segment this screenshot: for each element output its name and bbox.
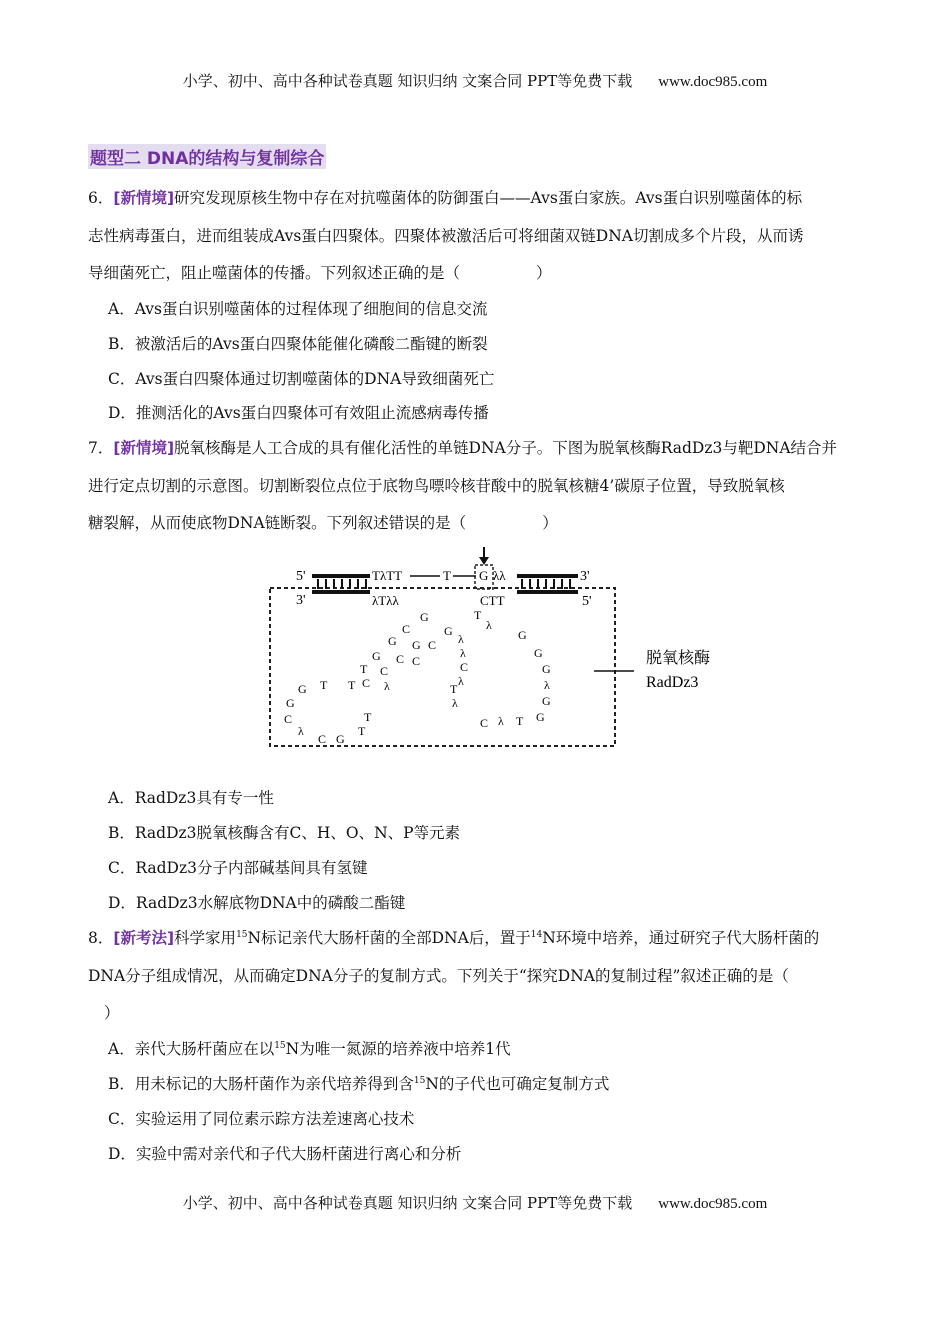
base-letter: C bbox=[460, 660, 469, 674]
base-letter: C bbox=[380, 664, 389, 678]
q6-line-1 bbox=[88, 186, 802, 208]
top-seq-2: T bbox=[443, 568, 451, 583]
q8-option-a[interactable] bbox=[108, 1037, 511, 1059]
top-g: G bbox=[479, 568, 489, 583]
q6-option-a[interactable]: A．Avs蛋白识别噬菌体的过程体现了细胞间的信息交流 bbox=[108, 300, 488, 318]
q8-tag: [新考法] bbox=[113, 929, 175, 947]
q7-paren: ） bbox=[542, 514, 558, 532]
base-letter: T bbox=[320, 678, 328, 692]
q8-text-1b: N标记亲代大肠杆菌的全部DNA后，置于 bbox=[247, 929, 531, 947]
base-letter: C bbox=[284, 712, 293, 726]
q8-line-3: ） bbox=[104, 1004, 120, 1022]
page-header bbox=[0, 70, 950, 91]
base-letter: C bbox=[412, 654, 421, 668]
q6-number: 6． bbox=[88, 189, 114, 207]
isotope-14: 14 bbox=[530, 930, 543, 940]
bottom-3-label: 3' bbox=[296, 593, 306, 608]
base-letter: G bbox=[542, 662, 551, 676]
q7-option-c[interactable]: C．RadDz3分子内部碱基间具有氢键 bbox=[108, 859, 368, 877]
base-letter: T bbox=[360, 662, 368, 676]
q6-line-3 bbox=[88, 261, 552, 283]
base-letter: T bbox=[474, 608, 482, 622]
base-letter: G bbox=[388, 634, 397, 648]
q8-option-a-text-2: N为唯一氮源的培养液中培养1代 bbox=[285, 1040, 511, 1058]
base-letter: G bbox=[286, 696, 295, 710]
q8-line-2: DNA分子组成情况，从而确定DNA分子的复制方式。下列关于“探究DNA的复制过程”叙述正确的是（ bbox=[88, 967, 789, 985]
enzyme-boundary bbox=[270, 588, 615, 746]
base-pair-ticks-left bbox=[318, 579, 366, 589]
q6-tag: [新情境] bbox=[113, 189, 175, 207]
q8-option-b-text-1: B．用未标记的大肠杆菌作为亲代培养得到含 bbox=[108, 1075, 414, 1093]
header-url[interactable]: www.doc985.com bbox=[658, 74, 768, 90]
bottom-seq-2: CTT bbox=[480, 593, 505, 608]
top-5-label: 5' bbox=[296, 569, 306, 584]
q7-option-d[interactable]: D．RadDz3水解底物DNA中的磷酸二酯键 bbox=[108, 894, 406, 912]
figure-label-raddz3: RadDz3 bbox=[646, 674, 699, 691]
q6-option-b[interactable]: B．被激活后的Avs蛋白四聚体能催化磷酸二酯键的断裂 bbox=[108, 335, 488, 353]
base-letter: λ bbox=[458, 674, 464, 688]
q8-text-1c: N环境中培养，通过研究子代大肠杆菌的 bbox=[542, 929, 820, 947]
q7-line-3 bbox=[88, 511, 558, 533]
q7-option-b[interactable]: B．RadDz3脱氧核酶含有C、H、O、N、P等元素 bbox=[108, 824, 461, 842]
base-letter: λ bbox=[486, 618, 492, 632]
base-letter: G bbox=[412, 638, 421, 652]
q7-line-2: 进行定点切割的示意图。切割断裂位点位于底物鸟嘌呤核苷酸中的脱氧核糖4’碳原子位置，导致脱氧核 bbox=[88, 477, 785, 495]
bottom-5-label: 5' bbox=[582, 594, 592, 609]
dnazyme-figure bbox=[260, 545, 750, 755]
base-letter: G bbox=[534, 646, 543, 660]
q6-paren: ） bbox=[536, 264, 552, 282]
base-letter: G bbox=[444, 624, 453, 638]
base-letter: λ bbox=[458, 632, 464, 646]
base-letter: C bbox=[428, 638, 437, 652]
q8-text-1a: 科学家用 bbox=[174, 929, 237, 947]
base-pair-ticks-right bbox=[522, 579, 570, 589]
q7-tag: [新情境] bbox=[113, 439, 175, 457]
top-3-label: 3' bbox=[580, 569, 590, 584]
q6-option-c[interactable]: C．Avs蛋白四聚体通过切割噬菌体的DNA导致细菌死亡 bbox=[108, 370, 495, 388]
base-letter: G bbox=[336, 732, 345, 746]
isotope-15: 15 bbox=[413, 1076, 426, 1086]
q6-option-d[interactable]: D．推测活化的Avs蛋白四聚体可有效阻止流感病毒传播 bbox=[108, 404, 489, 422]
enzyme-loop-bases bbox=[284, 608, 551, 746]
q8-option-d[interactable]: D．实验中需对亲代和子代大肠杆菌进行离心和分析 bbox=[108, 1145, 462, 1163]
q7-text-1: 脱氧核酶是人工合成的具有催化活性的单链DNA分子。下图为脱氧核酶RadDz3与靶DNA结合并 bbox=[174, 439, 838, 457]
figure-label-dnazyme: 脱氧核酶 bbox=[646, 648, 711, 667]
base-letter: C bbox=[480, 716, 489, 730]
header-text: 小学、初中、高中各种试卷真题 知识归纳 文案合同 PPT等免费下载 bbox=[182, 72, 633, 90]
base-letter: G bbox=[518, 628, 527, 642]
top-seq-3: λλ bbox=[493, 568, 506, 583]
q8-number: 8． bbox=[88, 929, 114, 947]
base-letter: T bbox=[358, 724, 366, 738]
q8-option-b[interactable] bbox=[108, 1072, 609, 1094]
q8-option-c[interactable]: C．实验运用了同位素示踪方法差速离心技术 bbox=[108, 1110, 415, 1128]
q6-text-3: 导细菌死亡，阻止噬菌体的传播。下列叙述正确的是（ bbox=[88, 264, 461, 282]
q7-option-a[interactable]: A．RadDz3具有专一性 bbox=[108, 789, 274, 807]
base-letter: λ bbox=[544, 678, 550, 692]
q8-line-1 bbox=[88, 926, 819, 948]
base-letter: G bbox=[542, 694, 551, 708]
base-letter: λ bbox=[460, 646, 466, 660]
base-letter: C bbox=[318, 732, 327, 746]
top-seq-1: TλTT bbox=[372, 568, 403, 583]
isotope-15: 15 bbox=[274, 1041, 286, 1051]
base-letter: T bbox=[364, 710, 372, 724]
q8-option-b-text-2: N的子代也可确定复制方式 bbox=[425, 1075, 610, 1093]
footer-text: 小学、初中、高中各种试卷真题 知识归纳 文案合同 PPT等免费下载 bbox=[182, 1194, 633, 1212]
base-letter: G bbox=[372, 649, 381, 663]
q8-option-a-text-1: A．亲代大肠杆菌应在以 bbox=[108, 1040, 275, 1058]
base-letter: C bbox=[396, 652, 405, 666]
base-letter: λ bbox=[298, 724, 304, 738]
base-letter: T bbox=[450, 682, 458, 696]
q7-line-1 bbox=[88, 436, 837, 458]
footer-url[interactable]: www.doc985.com bbox=[658, 1196, 768, 1212]
base-letter: λ bbox=[384, 679, 390, 693]
isotope-15: 15 bbox=[236, 930, 248, 940]
q6-text-1: 研究发现原核生物中存在对抗噬菌体的防御蛋白——Avs蛋白家族。Avs蛋白识别噬菌体的标 bbox=[174, 189, 803, 207]
base-letter: C bbox=[362, 676, 371, 690]
q7-text-3: 糖裂解，从而使底物DNA链断裂。下列叙述错误的是（ bbox=[88, 514, 467, 532]
q7-number: 7． bbox=[88, 439, 114, 457]
base-letter: T bbox=[348, 678, 356, 692]
base-letter: G bbox=[298, 682, 307, 696]
section-title: 题型二 DNA的结构与复制综合 bbox=[88, 144, 326, 169]
base-letter: G bbox=[536, 710, 545, 724]
q6-line-2: 志性病毒蛋白，进而组装成Avs蛋白四聚体。四聚体被激活后可将细菌双链DNA切割成多个片段，从而诱 bbox=[88, 227, 804, 245]
base-letter: λ bbox=[452, 696, 458, 710]
cleavage-arrowhead-icon bbox=[479, 557, 489, 565]
base-letter: G bbox=[420, 610, 429, 624]
bottom-seq-1: λTλλ bbox=[372, 593, 399, 608]
base-letter: T bbox=[516, 714, 524, 728]
page-footer bbox=[0, 1192, 950, 1213]
base-letter: C bbox=[402, 622, 411, 636]
base-letter: λ bbox=[498, 714, 504, 728]
